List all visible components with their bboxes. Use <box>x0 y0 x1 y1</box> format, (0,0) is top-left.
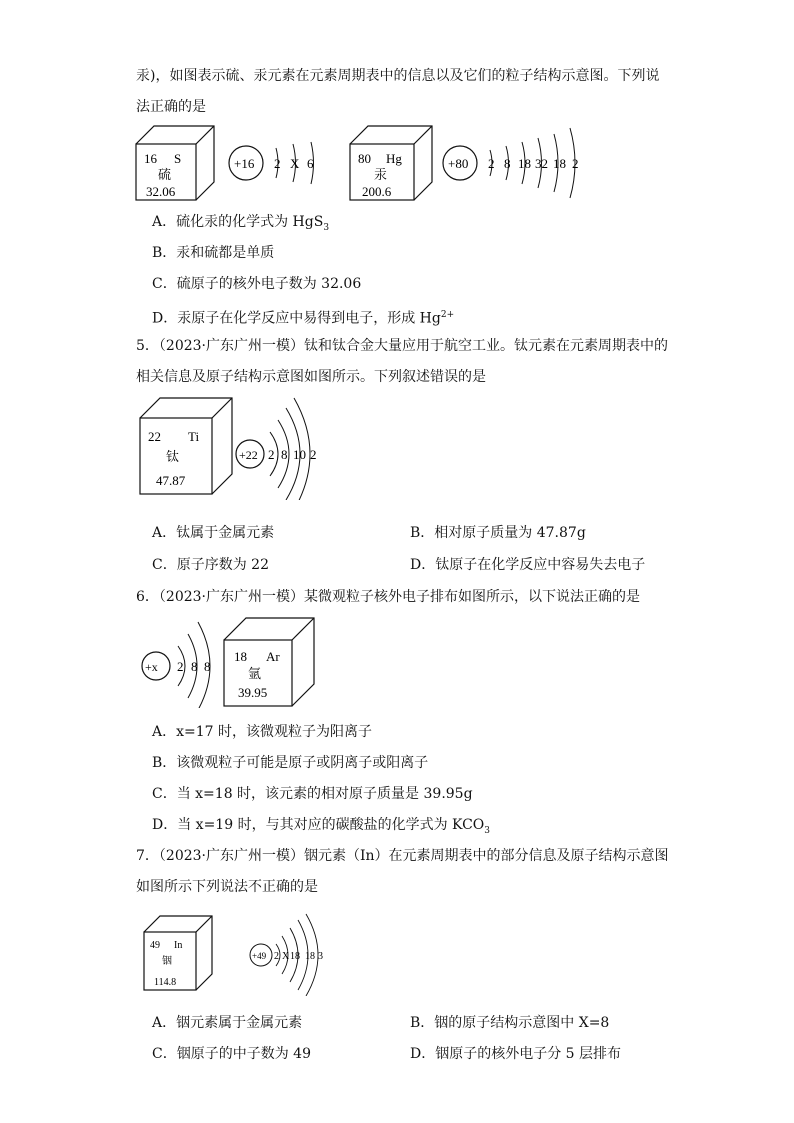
indium-nucleus-charge: +49 <box>252 951 267 961</box>
q6-option-d-text: D．当 x=19 时，与其对应的碳酸盐的化学式为 KCO <box>152 817 485 833</box>
sulfur-shell-2: X <box>290 156 300 171</box>
q6-option-d <box>152 815 490 841</box>
titanium-shell-2: 8 <box>281 447 288 462</box>
q5-stem-line-1: 5．（2023·广东广州一模）钛和钛合金大量应用于航空工业。钛元素在元素周期表中的 <box>136 338 668 354</box>
indium-shell-2: X <box>282 951 290 962</box>
q4-option-a-text: A．硫化汞的化学式为 HgS <box>152 214 324 230</box>
q4-option-b: B．汞和硫都是单质 <box>152 245 275 261</box>
titanium-atomic-number: 22 <box>148 429 161 444</box>
indium-shell-4: 18 <box>305 951 315 962</box>
q7-figure <box>140 910 340 996</box>
mercury-shell-4: 32 <box>535 156 548 171</box>
q4-figure <box>130 122 600 212</box>
q6-option-c: C．当 x=18 时，该元素的相对原子质量是 39.95g <box>152 786 473 802</box>
mercury-name: 汞 <box>374 167 388 182</box>
q7-option-d: D．铟原子的核外电子分 5 层排布 <box>410 1046 622 1062</box>
mercury-mass: 200.6 <box>362 184 392 199</box>
indium-shell-1: 2 <box>274 951 279 962</box>
q4-option-c: C．硫原子的核外电子数为 32.06 <box>152 276 362 292</box>
titanium-element-card <box>140 398 232 494</box>
q4-stem-line-1: 汞)，如图表示硫、汞元素在元素周期表中的信息以及它们的粒子结构示意图。下列说 <box>136 68 660 84</box>
indium-atomic-number: 49 <box>150 940 160 951</box>
q5-option-b: B．相对原子质量为 47.87g <box>410 525 586 541</box>
q4-option-a-subscript: 3 <box>323 222 330 233</box>
sulfur-name: 硫 <box>158 167 172 182</box>
q6-figure <box>136 616 326 708</box>
titanium-mass: 47.87 <box>156 473 186 488</box>
q5-figure <box>136 394 336 500</box>
mercury-shell-1: 2 <box>488 156 495 171</box>
argon-atomic-number: 18 <box>234 649 247 664</box>
titanium-shell-4: 2 <box>310 447 317 462</box>
titanium-nucleus-charge: +22 <box>239 448 258 462</box>
q6-option-a: A．x=17 时，该微观粒子为阳离子 <box>152 724 373 740</box>
argon-shell-3: 8 <box>204 659 211 674</box>
indium-name: 铟 <box>162 956 172 967</box>
sulfur-shell-1: 2 <box>274 156 281 171</box>
indium-shell-3: 18 <box>290 951 300 962</box>
mercury-symbol: Hg <box>386 151 402 166</box>
q6-option-b: B．该微观粒子可能是原子或阴离子或阳离子 <box>152 755 429 771</box>
mercury-shell-5: 18 <box>553 156 566 171</box>
sulfur-atomic-number: 16 <box>144 151 157 166</box>
mercury-nucleus-charge: +80 <box>448 156 469 171</box>
argon-symbol: Ar <box>266 649 280 664</box>
q7-option-b: B．铟的原子结构示意图中 X=8 <box>410 1015 610 1031</box>
argon-nucleus-charge: +x <box>145 660 158 674</box>
q4-option-d <box>152 305 454 329</box>
mercury-shell-3: 18 <box>518 156 531 171</box>
argon-shell-2: 8 <box>191 659 198 674</box>
indium-shell-5: 3 <box>318 951 323 962</box>
q5-stem-line-2: 相关信息及原子结构示意图如图所示。下列叙述错误的是 <box>136 369 486 385</box>
titanium-shell-3: 10 <box>293 447 306 462</box>
titanium-name: 钛 <box>166 449 180 464</box>
mercury-atomic-number: 80 <box>358 151 371 166</box>
mercury-shell-6: 2 <box>572 156 579 171</box>
indium-mass: 114.8 <box>154 977 177 988</box>
titanium-symbol: Ti <box>188 429 200 444</box>
sulfur-mass: 32.06 <box>146 184 176 199</box>
q4-option-d-superscript: 2+ <box>440 310 455 320</box>
argon-mass: 39.95 <box>238 685 268 700</box>
indium-symbol: In <box>174 940 183 951</box>
q7-stem-line-1: 7．（2023·广东广州一模）铟元素（In）在元素周期表中的部分信息及原子结构示意图 <box>136 848 669 864</box>
q6-option-d-subscript: 3 <box>484 825 491 836</box>
sulfur-nucleus-charge: +16 <box>234 156 255 171</box>
titanium-shell-1: 2 <box>268 447 275 462</box>
q4-option-a <box>152 212 329 238</box>
q5-option-a: A．钛属于金属元素 <box>152 525 275 541</box>
q5-option-c: C．原子序数为 22 <box>152 557 269 573</box>
q5-option-d: D．钛原子在化学反应中容易失去电子 <box>410 557 646 573</box>
q7-stem-line-2: 如图所示下列说法不正确的是 <box>136 879 318 895</box>
mercury-shell-2: 8 <box>504 156 511 171</box>
q7-option-c: C．铟原子的中子数为 49 <box>152 1046 311 1062</box>
argon-shell-1: 2 <box>177 659 184 674</box>
q4-option-d-text: D．汞原子在化学反应中易得到电子，形成 Hg <box>152 310 441 327</box>
sulfur-symbol: S <box>174 151 182 166</box>
q7-option-a: A．铟元素属于金属元素 <box>152 1015 303 1031</box>
q6-stem-line-1: 6．（2023·广东广州一模）某微观粒子核外电子排布如图所示，以下说法正确的是 <box>136 589 640 605</box>
sulfur-shell-3: 6 <box>307 156 314 171</box>
q4-stem-line-2: 法正确的是 <box>136 99 206 115</box>
argon-name: 氩 <box>248 666 262 681</box>
